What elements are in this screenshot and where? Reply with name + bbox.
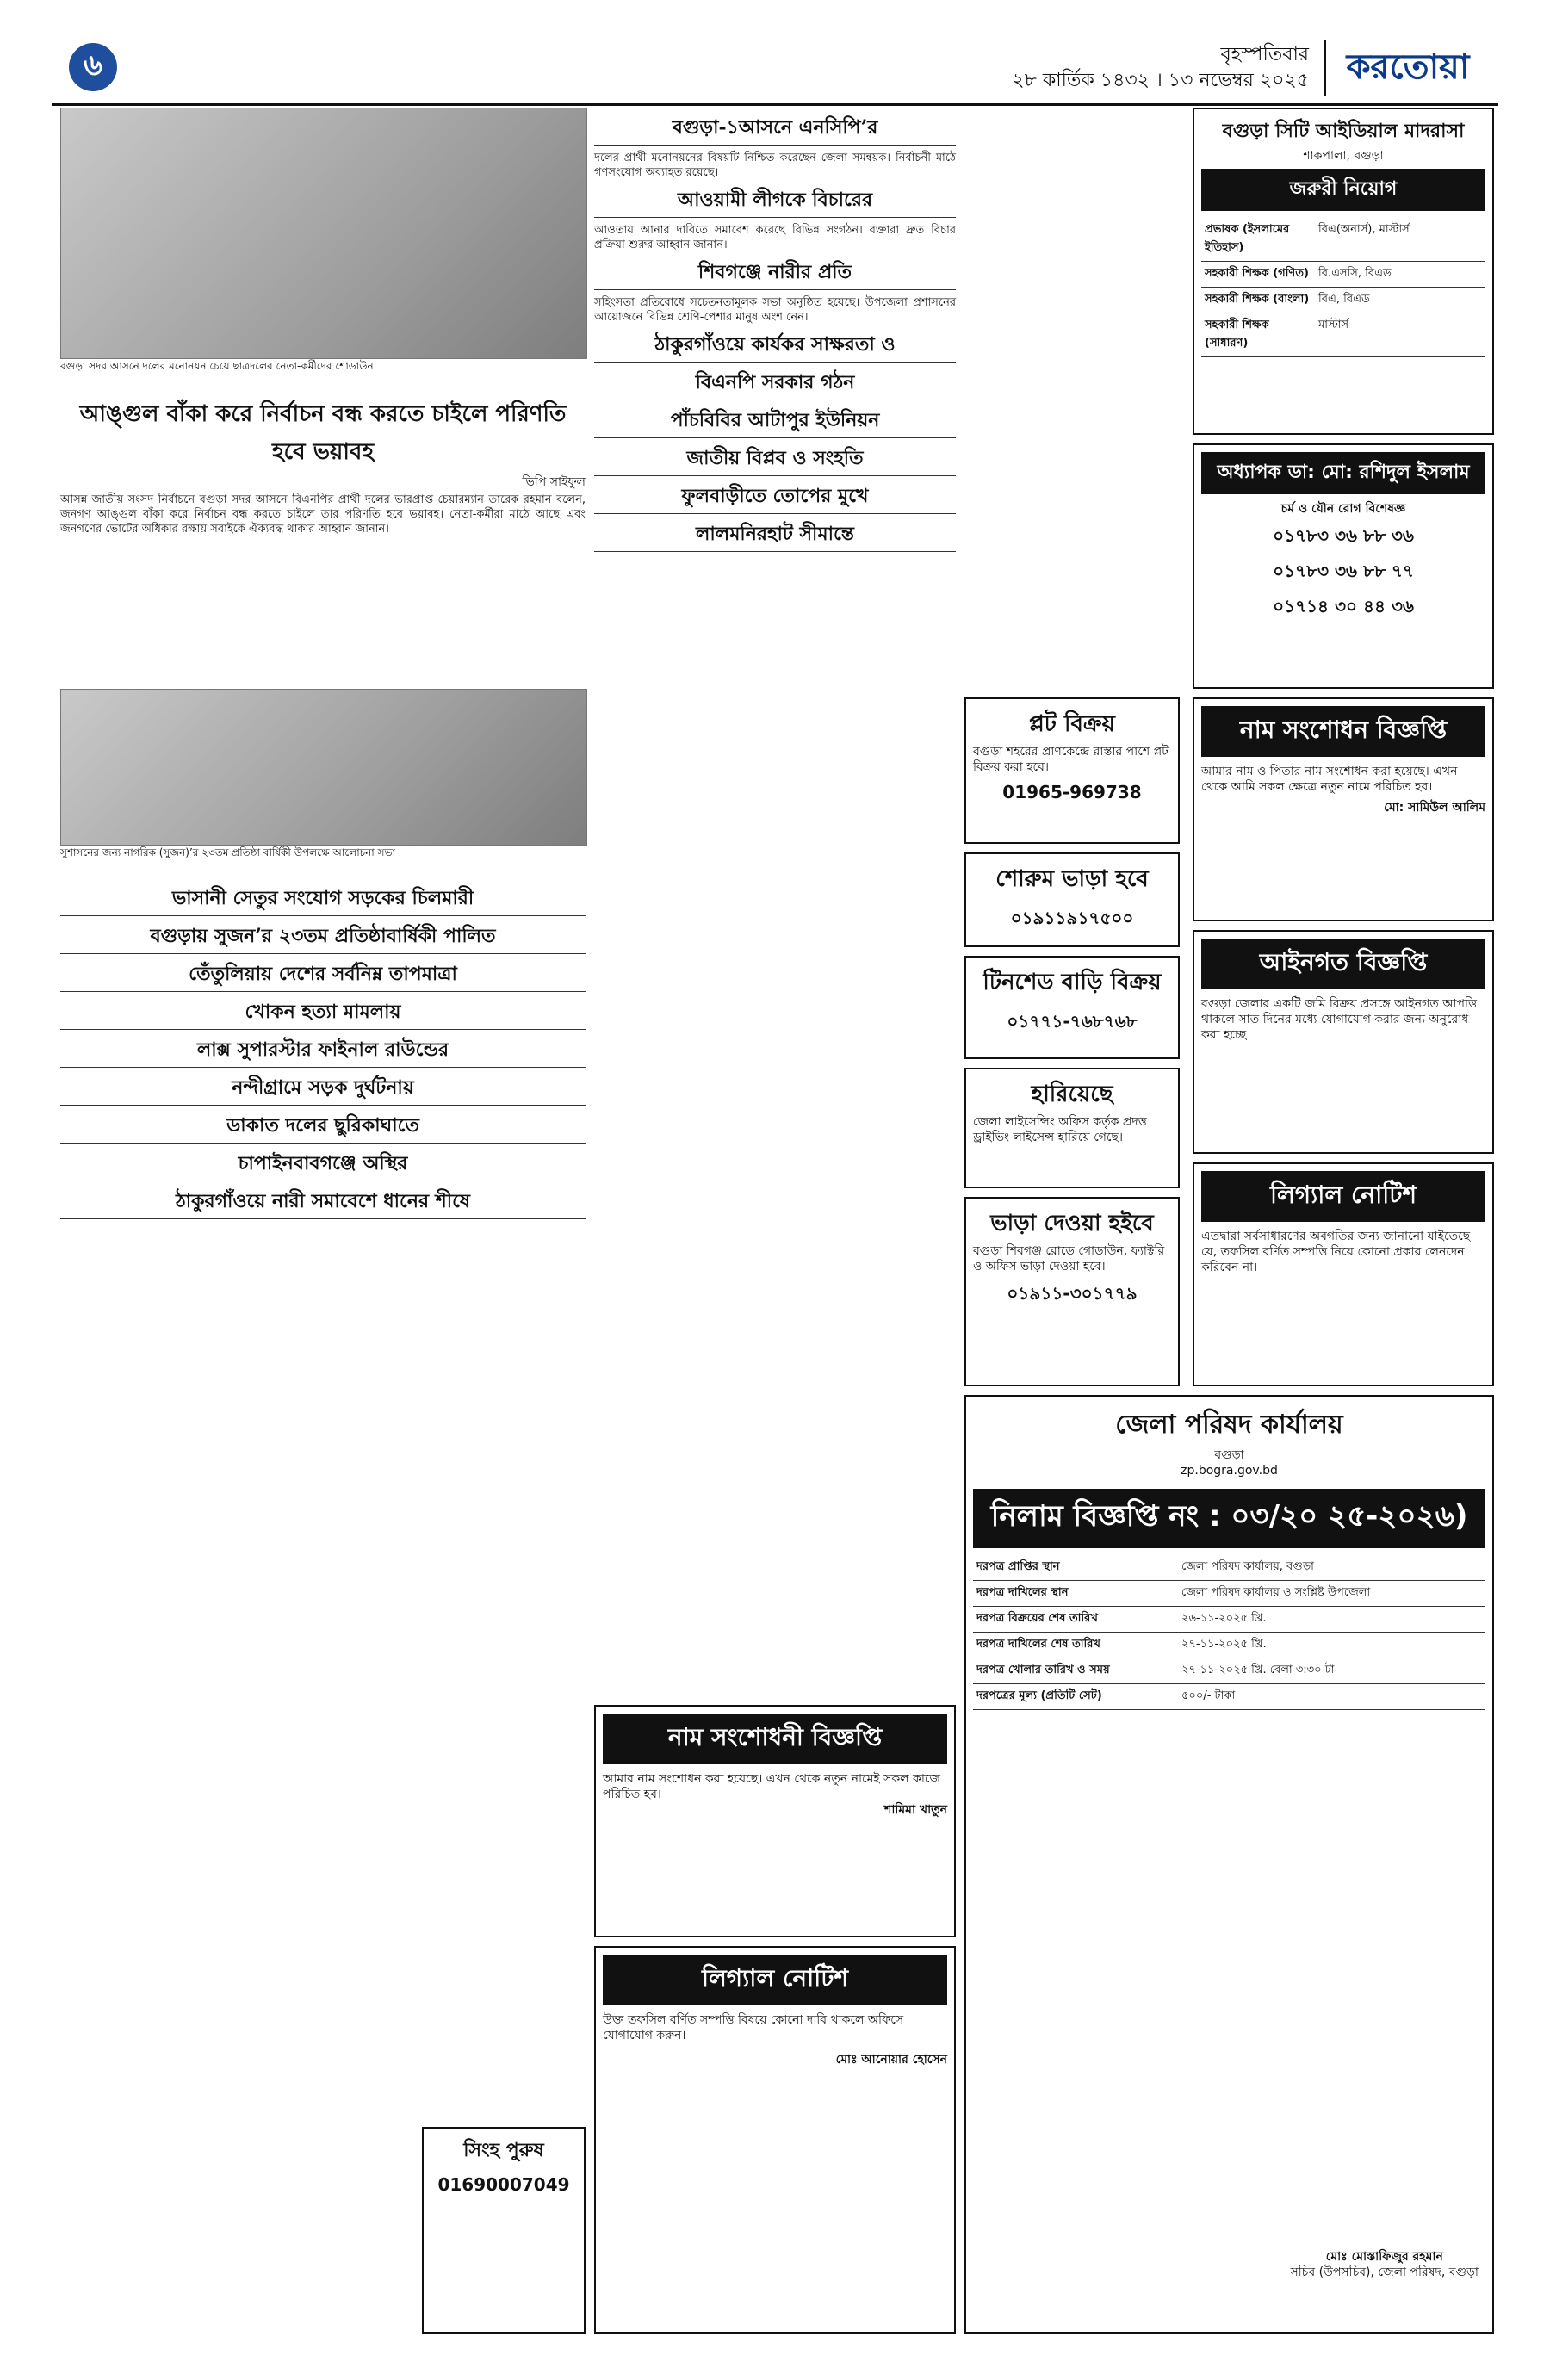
story8-title: ফুলবাড়ীতে তোপের মুখে bbox=[594, 481, 956, 514]
main-headline: আঙ্গুল বাঁকা করে নির্বাচন বন্ধ করতে চাইলে পরিণতি হবে ভয়াবহ bbox=[79, 401, 567, 465]
photo2-caption: সুশাসনের জন্য নাগরিক (সুজন)’র ২৩তম প্রতিষ্ঠা বার্ষিকী উপলক্ষে আলোচনা সভা bbox=[60, 846, 395, 858]
story1-text: দলের প্রার্থী মনোনয়নের বিষয়টি নিশ্চিত করেছেন জেলা সমন্বয়ক। নির্বাচনী মাঠে গণসংযোগ অব্যাহত রয়েছে। bbox=[594, 152, 956, 179]
auction-value-5: ২৭-১১-২০২৫ খ্রি. বেলা ৩:৩০ টা bbox=[1181, 1664, 1335, 1677]
zila-parishad-notice bbox=[964, 1395, 1494, 2334]
story5-title: বিএনপি সরকার গঠন bbox=[594, 368, 956, 400]
name-change-signer: মো: সামিউল আলিম bbox=[1384, 801, 1485, 815]
classified-showroom-phone: ০১৯১১৯১৭৫০০ bbox=[1010, 908, 1134, 928]
story2-text: আওতায় আনার দাবিতে সমাবেশ করেছে বিভিন্ন সংগঠন। বক্তারা দ্রুত বিচার প্রক্রিয়া শুরুর আহ্বান জানান। bbox=[594, 224, 956, 251]
name-change-text: আমার নাম ও পিতার নাম সংশোধন করা হয়েছে। এখন থেকে আমি সকল ক্ষেত্রে নতুন নামে পরিচিত হব। bbox=[1201, 765, 1458, 794]
auction-row-1 bbox=[973, 1555, 1485, 1581]
story12-title: তেঁতুলিয়ায় দেশের সর্বনিম্ন তাপমাত্রা bbox=[60, 959, 586, 992]
recruit-req-3: বিএ, বিএড bbox=[1318, 293, 1370, 306]
auction-row-6 bbox=[973, 1684, 1485, 1710]
story10-title: ভাসানী সেতুর সংযোগ সড়কের চিলমারী bbox=[60, 883, 586, 916]
story13-title: খোকন হত্যা মামলায় bbox=[60, 997, 586, 1030]
recruit-pos-4: সহকারী শিক্ষক (সাধারণ) bbox=[1205, 319, 1269, 350]
story18-title: ঠাকুরগাঁওয়ে নারী সমাবেশে ধানের শীষে bbox=[60, 1187, 586, 1219]
classified-lost-title: হারিয়েছে bbox=[1031, 1082, 1113, 1107]
zp-site: zp.bogra.gov.bd bbox=[1181, 1464, 1278, 1478]
auction-value-2: জেলা পরিষদ কার্যালয় ও সংশ্লিষ্ট উপজেলা bbox=[1181, 1586, 1371, 1599]
legal-notice-text: এতদ্বারা সর্বসাধারণের অবগতির জন্য জানানো যাইতেছে যে, তফসিল বর্ণিত সম্পত্তি নিয়ে কোনো প্রকার লেনদেন করিবেন না। bbox=[1201, 1230, 1471, 1274]
story15-title: নন্দীগ্রামে সড়ক দুর্ঘটনায় bbox=[60, 1073, 586, 1106]
legal-notice-title: লিগ্যাল নোটিশ bbox=[1201, 1171, 1485, 1222]
main-byline: ভিপি সাইফুল bbox=[522, 475, 586, 489]
classified-rent-text: বগুড়া শিবগঞ্জ রোডে গোডাউন, ফ্যাক্টরি ও অফিস ভাড়া দেওয়া হবে। bbox=[973, 1244, 1165, 1274]
doctor-phone-1: ০১৭৮৩ ৩৬ ৮৮ ৩৬ bbox=[1273, 525, 1414, 546]
recruit-row-2 bbox=[1201, 262, 1485, 288]
issue-date: ২৮ কার্তিক ১৪৩২ । ১৩ নভেম্বর ২০২৫ bbox=[1012, 70, 1309, 91]
auction-value-4: ২৭-১১-২০২৫ খ্রি. bbox=[1181, 1638, 1267, 1651]
classified-rent bbox=[964, 1197, 1180, 1386]
story3-title: শিবগঞ্জে নারীর প্রতি bbox=[594, 257, 956, 290]
doctor-ad bbox=[1193, 443, 1494, 689]
legal-text: বগুড়া জেলার একটি জমি বিক্রয় প্রসঙ্গে আইনগত আপত্তি থাকলে সাত দিনের মধ্যে যোগাযোগ করার জন্য অনুরোধ করা হচ্ছে। bbox=[1201, 997, 1478, 1042]
classified-showroom-title: শোরুম ভাড়া হবে bbox=[995, 866, 1149, 892]
center-top-stories bbox=[594, 108, 956, 557]
name-fix-signer: শামিমা খাতুন bbox=[884, 1803, 947, 1817]
story3-text: সহিংসতা প্রতিরোধে সচেতনতামূলক সভা অনুষ্ঠিত হয়েছে। উপজেলা প্রশাসনের আয়োজনে বিভিন্ন শ্রেণি-পেশার মানুষ অংশ নেন। bbox=[594, 296, 956, 324]
name-fix-notice bbox=[594, 1705, 956, 1937]
recruit-row-4 bbox=[1201, 313, 1485, 357]
name-fix-text: আমার নাম সংশোধন করা হয়েছে। এখন থেকে নতুন নামেই সকল কাজে পরিচিত হব। bbox=[603, 1772, 941, 1801]
legal2-signer: মোঃ আনোয়ার হোসেন bbox=[835, 2053, 947, 2067]
zp-sub: বগুড়া bbox=[1214, 1448, 1244, 1462]
auction-row-3 bbox=[973, 1607, 1485, 1633]
issue-day: বৃহস্পতিবার bbox=[1220, 44, 1309, 65]
classified-tinshed-phone: ০১৭৭১-৭৬৮৭৬৮ bbox=[1007, 1011, 1138, 1032]
recruit-pos-3: সহকারী শিক্ষক (বাংলা) bbox=[1205, 293, 1310, 306]
classified-plot-sale bbox=[964, 697, 1180, 844]
page-number-badge: ৬ bbox=[69, 43, 117, 91]
main-story-text: আসন্ন জাতীয় সংসদ নির্বাচনে বগুড়া সদর আসনে বিএনপির প্রার্থী দলের ভারপ্রাপ্ত চেয়ারম্যান তারেক রহমান বলেন, জনগণ আঙ্গুল বাঁকা করে নির্বাচন বন্ধ করতে চাইলে তার পরিণতি হবে ভয়াবহ। নেতা-কর্মীরা মাঠে আছে এবং জনগণের ভোটের অধিকার রক্ষায় সবাইকে ঐক্যবদ্ধ থাকার আহ্বান জানান। bbox=[60, 493, 586, 536]
story16-title: ডাকাত দলের ছুরিকাঘাতে bbox=[60, 1111, 586, 1144]
legal-notice-1 bbox=[1193, 930, 1494, 1154]
story6-title: পাঁচবিবির আটাপুর ইউনিয়ন bbox=[594, 406, 956, 438]
auction-row-4 bbox=[973, 1633, 1485, 1658]
classified-lost bbox=[964, 1068, 1180, 1188]
health-ad-title: সিংহ পুরুষ bbox=[463, 2140, 544, 2161]
classified-plot-phone: 01965-969738 bbox=[1002, 782, 1142, 803]
recruit-req-1: বিএ(অনার্স), মাস্টার্স bbox=[1318, 223, 1410, 236]
health-ad-phone: 01690007049 bbox=[437, 2174, 570, 2195]
auction-row-2 bbox=[973, 1581, 1485, 1607]
masthead bbox=[52, 34, 1498, 106]
classified-lost-text: জেলা লাইসেন্সিং অফিস কর্তৃক প্রদত্ত ড্রাইভিং লাইসেন্স হারিয়ে গেছে। bbox=[973, 1115, 1147, 1144]
photo2 bbox=[60, 689, 587, 846]
classified-rent-phone: ০১৯১১-৩০১৭৭৯ bbox=[1007, 1283, 1138, 1304]
madrasa-recruitment bbox=[1193, 108, 1494, 435]
story4-title: ঠাকুরগাঁওয়ে কার্যকর সাক্ষরতা ও bbox=[594, 330, 956, 363]
recruit-row-3 bbox=[1201, 288, 1485, 313]
auction-value-1: জেলা পরিষদ কার্যালয়, বগুড়া bbox=[1181, 1560, 1314, 1573]
recruit-row-1 bbox=[1201, 218, 1485, 262]
auction-label-4: দরপত্র দাখিলের শেষ তারিখ bbox=[976, 1638, 1100, 1651]
main-photo bbox=[60, 108, 587, 359]
lower-left-stories bbox=[60, 878, 586, 1224]
classified-rent-title: ভাড়া দেওয়া হইবে bbox=[990, 1211, 1154, 1236]
zp-signature-block bbox=[1291, 2249, 1479, 2280]
auction-label-6: দরপত্রের মূল্য (প্রতিটি সেট) bbox=[976, 1689, 1102, 1702]
legal-notice-2 bbox=[1193, 1162, 1494, 1386]
story14-title: লাক্স সুপারস্টার ফাইনাল রাউন্ডের bbox=[60, 1035, 586, 1068]
zp-signer: মোঃ মোস্তাফিজুর রহমান bbox=[1325, 2250, 1443, 2264]
doctor-phone-3: ০১৭১৪ ৩০ ৪৪ ৩৬ bbox=[1273, 596, 1414, 617]
madrasa-sub: শাকপালা, বগুড়া bbox=[1303, 149, 1384, 163]
zp-signer-role: সচিব (উপসচিব), জেলা পরিষদ, বগুড়া bbox=[1290, 2265, 1479, 2279]
classified-showroom bbox=[964, 852, 1180, 947]
story1-title: বগুড়া-১আসনে এনসিপি’র bbox=[594, 113, 956, 146]
auction-label-1: দরপত্র প্রাপ্তির স্থান bbox=[976, 1560, 1060, 1573]
doctor-name: অধ্যাপক ডা: মো: রশিদুল ইসলাম bbox=[1201, 452, 1485, 494]
recruit-pos-2: সহকারী শিক্ষক (গণিত) bbox=[1205, 267, 1309, 280]
photo2-block bbox=[60, 689, 586, 870]
story11-title: বগুড়ায় সুজন’র ২৩তম প্রতিষ্ঠাবার্ষিকী পালিত bbox=[60, 921, 586, 954]
story2-title: আওয়ামী লীগকে বিচারের bbox=[594, 185, 956, 218]
auction-value-6: ৫০০/- টাকা bbox=[1181, 1689, 1236, 1702]
madrasa-title: বগুড়া সিটি আইডিয়াল মাদরাসা bbox=[1222, 121, 1465, 142]
recruit-title: জরুরী নিয়োগ bbox=[1201, 169, 1485, 211]
auction-label-3: দরপত্র বিক্রয়ের শেষ তারিখ bbox=[976, 1612, 1098, 1625]
auction-label-5: দরপত্র খোলার তারিখ ও সময় bbox=[976, 1664, 1110, 1677]
auction-label-2: দরপত্র দাখিলের স্থান bbox=[976, 1586, 1069, 1599]
recruit-req-2: বি.এসসি, বিএড bbox=[1318, 267, 1392, 280]
doctor-phone-2: ০১৭৮৩ ৩৬ ৮৮ ৭৭ bbox=[1273, 561, 1414, 581]
auction-row-5 bbox=[973, 1658, 1485, 1684]
story17-title: চাপাইনবাবগঞ্জে অস্থির bbox=[60, 1149, 586, 1181]
name-change-title: নাম সংশোধন বিজ্ঞপ্তি bbox=[1201, 706, 1485, 757]
classified-plot-title: প্লট বিক্রয় bbox=[1029, 711, 1115, 737]
auction-title: নিলাম বিজ্ঞপ্তি নং : ০৩/২০ ২৫-২০২৬) bbox=[973, 1489, 1485, 1548]
classified-tinshed bbox=[964, 956, 1180, 1059]
auction-value-3: ২৬-১১-২০২৫ খ্রি. bbox=[1181, 1612, 1267, 1625]
legal-title: আইনগত বিজ্ঞপ্তি bbox=[1201, 939, 1485, 989]
classified-tinshed-title: টিনশেড বাড়ি বিক্রয় bbox=[983, 970, 1162, 995]
story9-title: লালমনিরহাট সীমান্তে bbox=[594, 519, 956, 552]
legal2-title: লিগ্যাল নোটিশ bbox=[603, 1955, 947, 2005]
main-photo-block bbox=[60, 108, 586, 392]
legal-notice-3 bbox=[594, 1946, 956, 2334]
doctor-specialty: চর্ম ও যৌন রোগ বিশেষজ্ঞ bbox=[1280, 502, 1406, 516]
paper-logo: করতোয়া bbox=[1324, 40, 1490, 96]
recruit-pos-1: প্রভাষক (ইসলামের ইতিহাস) bbox=[1205, 223, 1290, 254]
story7-title: জাতীয় বিপ্লব ও সংহতি bbox=[594, 443, 956, 476]
name-change-notice bbox=[1193, 697, 1494, 921]
main-photo-caption: বগুড়া সদর আসনে দলের মনোনয়ন চেয়ে ছাত্রদলের নেতা-কর্মীদের শোডাউন bbox=[60, 360, 374, 372]
recruit-req-4: মাস্টার্স bbox=[1318, 319, 1349, 332]
name-fix-title: নাম সংশোধনী বিজ্ঞপ্তি bbox=[603, 1714, 947, 1764]
health-ad bbox=[422, 2127, 586, 2334]
legal2-text: উক্ত তফসিল বর্ণিত সম্পত্তি বিষয়ে কোনো দাবি থাকলে অফিসে যোগাযোগ করুন। bbox=[603, 2013, 904, 2042]
classified-plot-text: বগুড়া শহরের প্রাণকেন্দ্রে রাস্তার পাশে প্লট বিক্রয় করা হবে। bbox=[973, 745, 1169, 774]
zp-title: জেলা পরিষদ কার্যালয় bbox=[1115, 1410, 1343, 1440]
main-story bbox=[60, 396, 586, 536]
